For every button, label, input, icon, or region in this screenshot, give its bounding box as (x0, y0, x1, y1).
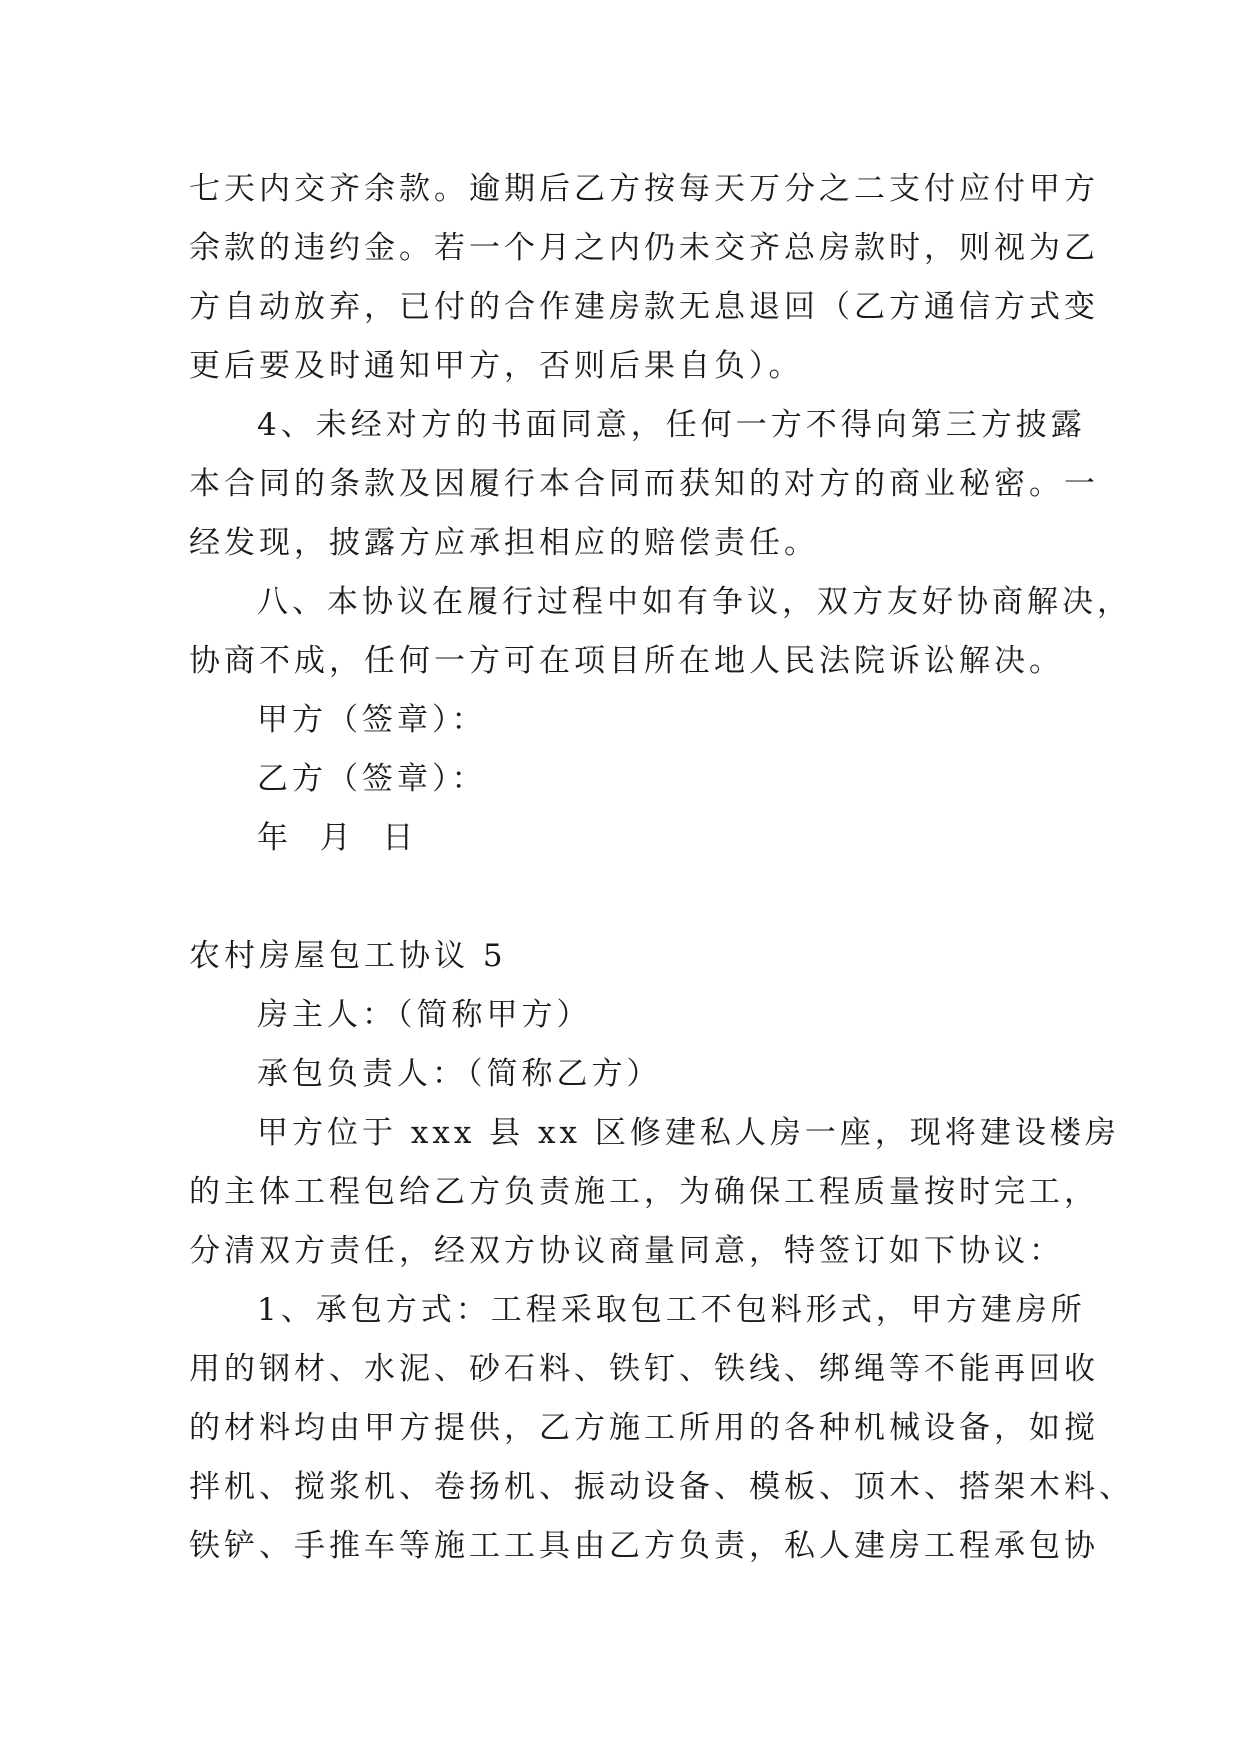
paragraph-line: 七天内交齐余款。逾期后乙方按每天万分之二支付应付甲方 (189, 171, 1099, 207)
article-8-line: 协商不成，任何一方可在项目所在地人民法院诉讼解决。 (189, 643, 1064, 679)
section-title: 农村房屋包工协议 5 (189, 938, 507, 974)
clause-1-line: 的材料均由甲方提供，乙方施工所用的各种机械设备，如搅 (189, 1410, 1099, 1446)
clause-4-line: 本合同的条款及因履行本合同而获知的对方的商业秘密。一 (189, 466, 1099, 502)
signature-date: 年 月 日 (257, 820, 418, 856)
clause-1-line: 1、承包方式：工程采取包工不包料形式，甲方建房所 (257, 1292, 1086, 1328)
intro-line: 甲方位于 xxx 县 xx 区修建私人房一座，现将建设楼房 (257, 1115, 1120, 1151)
contractor-line: 承包负责人：（简称乙方） (257, 1056, 662, 1092)
paragraph-line: 更后要及时通知甲方，否则后果自负）。 (189, 348, 804, 384)
paragraph-line: 方自动放弃，已付的合作建房款无息退回（乙方通信方式变 (189, 289, 1099, 325)
clause-4-line: 4、未经对方的书面同意，任何一方不得向第三方披露 (257, 407, 1086, 443)
owner-line: 房主人：（简称甲方） (257, 997, 592, 1033)
clause-1-line: 铁铲、手推车等施工工具由乙方负责，私人建房工程承包协 (189, 1528, 1099, 1564)
document-page (189, 160, 1134, 1576)
clause-4-line: 经发现，披露方应承担相应的赔偿责任。 (189, 525, 819, 561)
paragraph-line: 余款的违约金。若一个月之内仍未交齐总房款时，则视为乙 (189, 230, 1099, 266)
article-8-line: 八、本协议在履行过程中如有争议，双方友好协商解决， (257, 584, 1132, 620)
clause-1-line: 用的钢材、水泥、砂石料、铁钉、铁线、绑绳等不能再回收 (189, 1351, 1099, 1387)
section-spacer (189, 868, 1069, 927)
intro-line: 的主体工程包给乙方负责施工，为确保工程质量按时完工， (189, 1174, 1099, 1210)
clause-1-line: 拌机、搅浆机、卷扬机、振动设备、模板、顶木、搭架木料、 (189, 1469, 1134, 1505)
intro-line: 分清双方责任，经双方协议商量同意，特签订如下协议： (189, 1233, 1064, 1269)
party-b-signature: 乙方（签章）： (257, 761, 487, 797)
party-a-signature: 甲方（签章）： (257, 702, 487, 738)
